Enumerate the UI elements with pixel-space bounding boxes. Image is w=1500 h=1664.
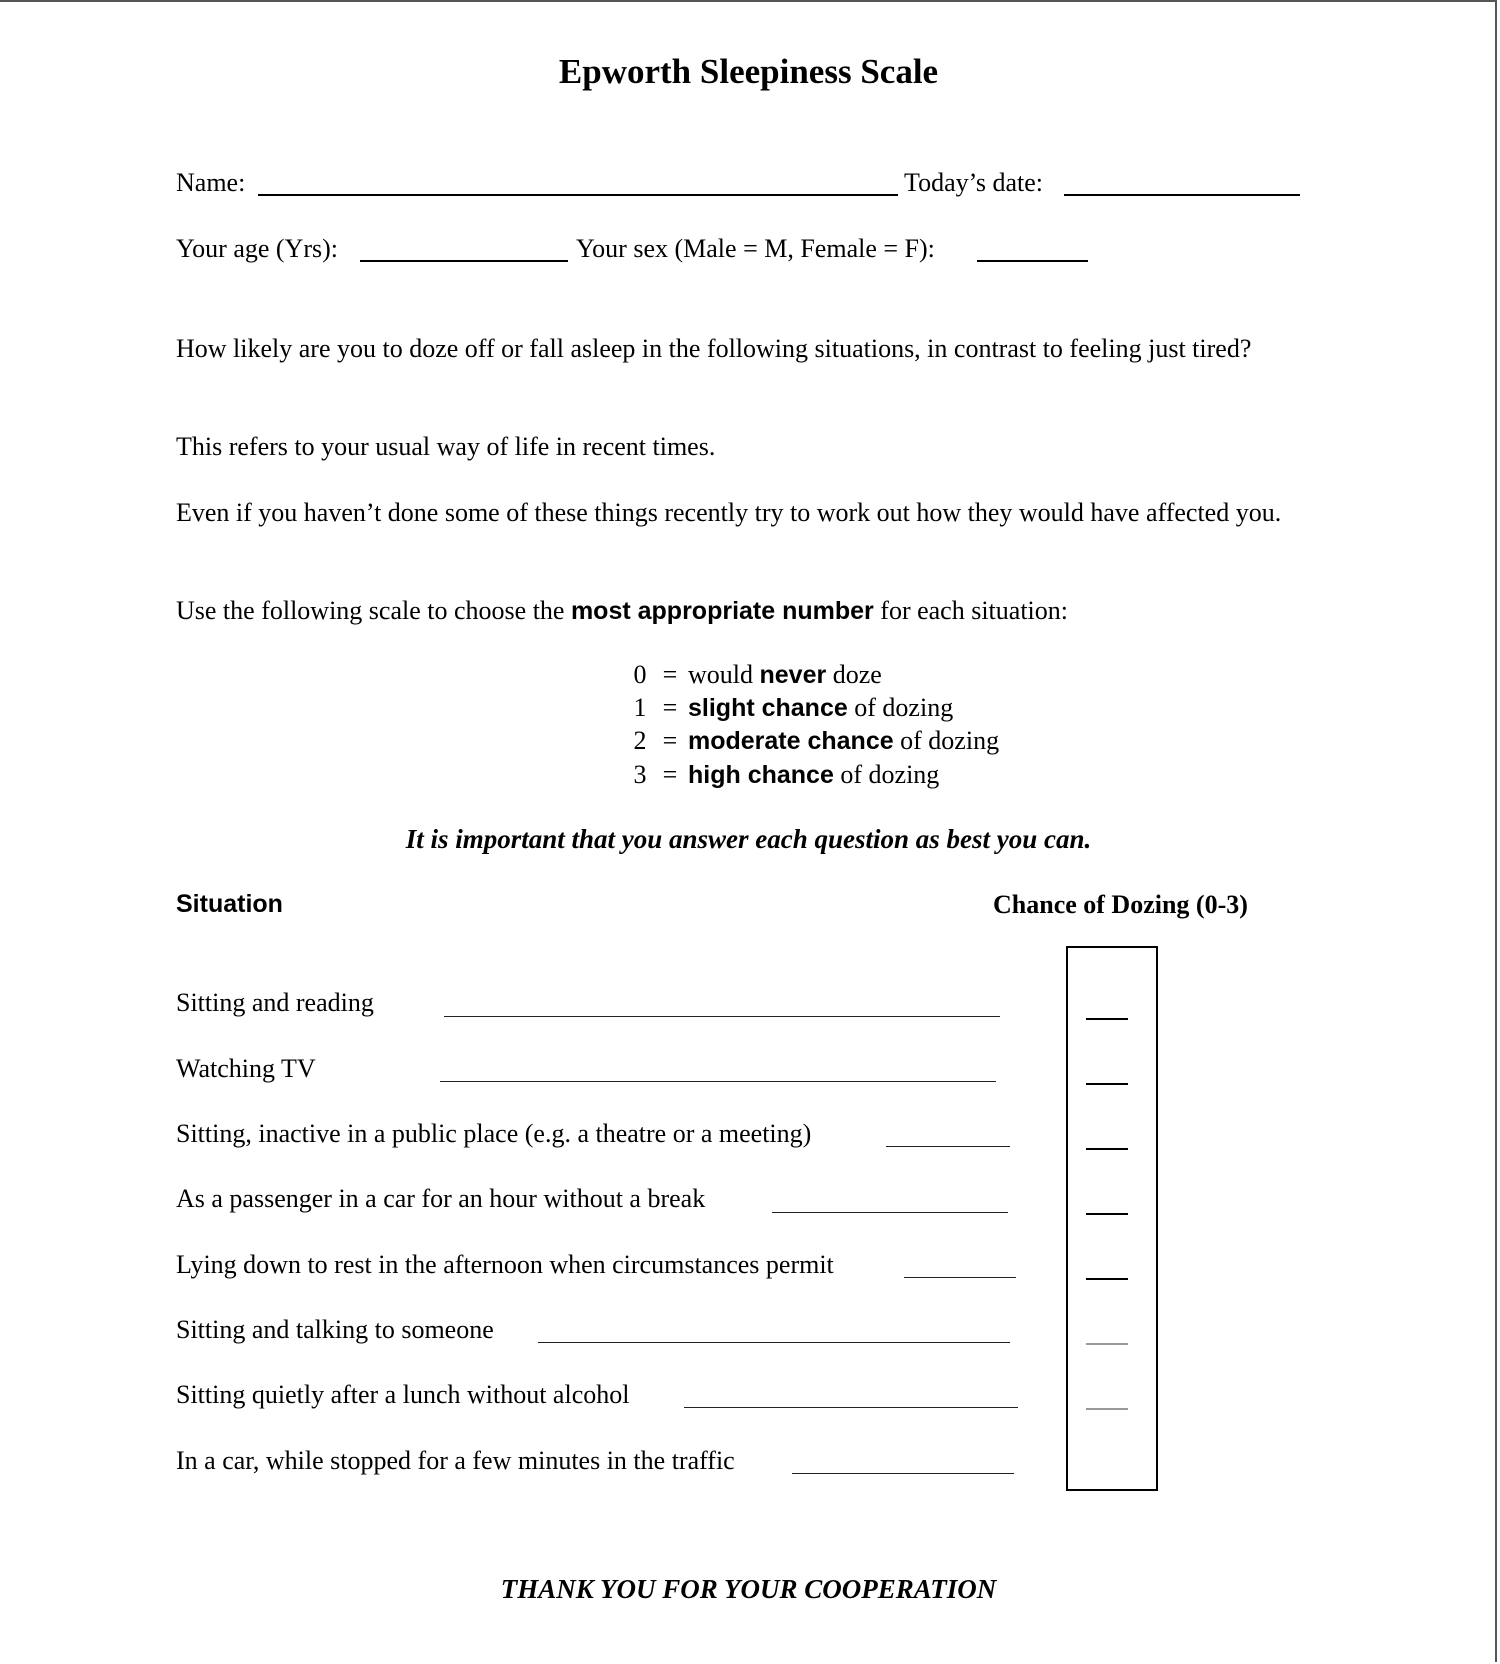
situation-label: Sitting quietly after a lunch without alcohol (176, 1380, 630, 1409)
sex-field[interactable] (977, 260, 1088, 262)
date-field[interactable] (1064, 194, 1300, 196)
situation-label: Lying down to rest in the afternoon when circumstances permit (176, 1250, 834, 1279)
page-title: Epworth Sleepiness Scale (558, 52, 939, 91)
score-field[interactable] (1086, 1213, 1128, 1215)
date-label: Today’s date: (904, 168, 1043, 197)
scale-row: 0 = would never doze (633, 660, 882, 689)
situation-leader-line (772, 1212, 1008, 1213)
important-note: It is important that you answer each question as best you can. (405, 824, 1092, 854)
score-field[interactable] (1086, 1083, 1128, 1085)
intro-even-if: Even if you haven’t done some of these things recently try to work out how they would have affected you. (176, 498, 1282, 527)
instruction-emphasis: most appropriate number (570, 597, 874, 625)
situation-label: As a passenger in a car for an hour without a break (176, 1184, 706, 1213)
situation-header: Situation (176, 890, 283, 918)
score-field[interactable] (1086, 1148, 1128, 1150)
score-field[interactable] (1086, 1018, 1128, 1020)
situation-leader-line (444, 1016, 1000, 1017)
scale-row: 1 = slight chance of dozing (633, 693, 954, 722)
situation-label: Sitting and reading (176, 988, 374, 1017)
situation-leader-line (886, 1146, 1010, 1147)
intro-scale-instruction: Use the following scale to choose the most appropriate number for each situation: (176, 596, 1068, 625)
age-label: Your age (Yrs): (176, 234, 339, 263)
score-field[interactable] (1086, 1408, 1128, 1410)
situation-leader-line (684, 1407, 1018, 1408)
situation-label: In a car, while stopped for a few minutes in the traffic (176, 1446, 735, 1475)
intro-question: How likely are you to doze off or fall asleep in the following situations, in contrast to feeling just tired? (176, 334, 1252, 363)
name-field[interactable] (258, 194, 898, 196)
situation-label: Watching TV (176, 1054, 316, 1083)
situation-label: Sitting, inactive in a public place (e.g. a theatre or a meeting) (176, 1119, 812, 1148)
situation-leader-line (904, 1277, 1016, 1278)
intro-usual-life: This refers to your usual way of life in recent times. (176, 432, 716, 461)
situation-leader-line (792, 1473, 1014, 1474)
situation-leader-line (440, 1081, 996, 1082)
sex-label: Your sex (Male = M, Female = F): (576, 234, 935, 263)
scale-row: 3 = high chance of dozing (633, 760, 940, 789)
situation-label: Sitting and talking to someone (176, 1315, 494, 1344)
thank-you-note: THANK YOU FOR YOUR COOPERATION (500, 1574, 997, 1604)
scale-row: 2 = moderate chance of dozing (633, 726, 1000, 755)
age-field[interactable] (360, 260, 568, 262)
name-label: Name: (176, 168, 246, 197)
chance-header: Chance of Dozing (0-3) (993, 890, 1248, 919)
score-field[interactable] (1086, 1343, 1128, 1345)
score-field[interactable] (1086, 1278, 1128, 1280)
situation-leader-line (538, 1342, 1010, 1343)
